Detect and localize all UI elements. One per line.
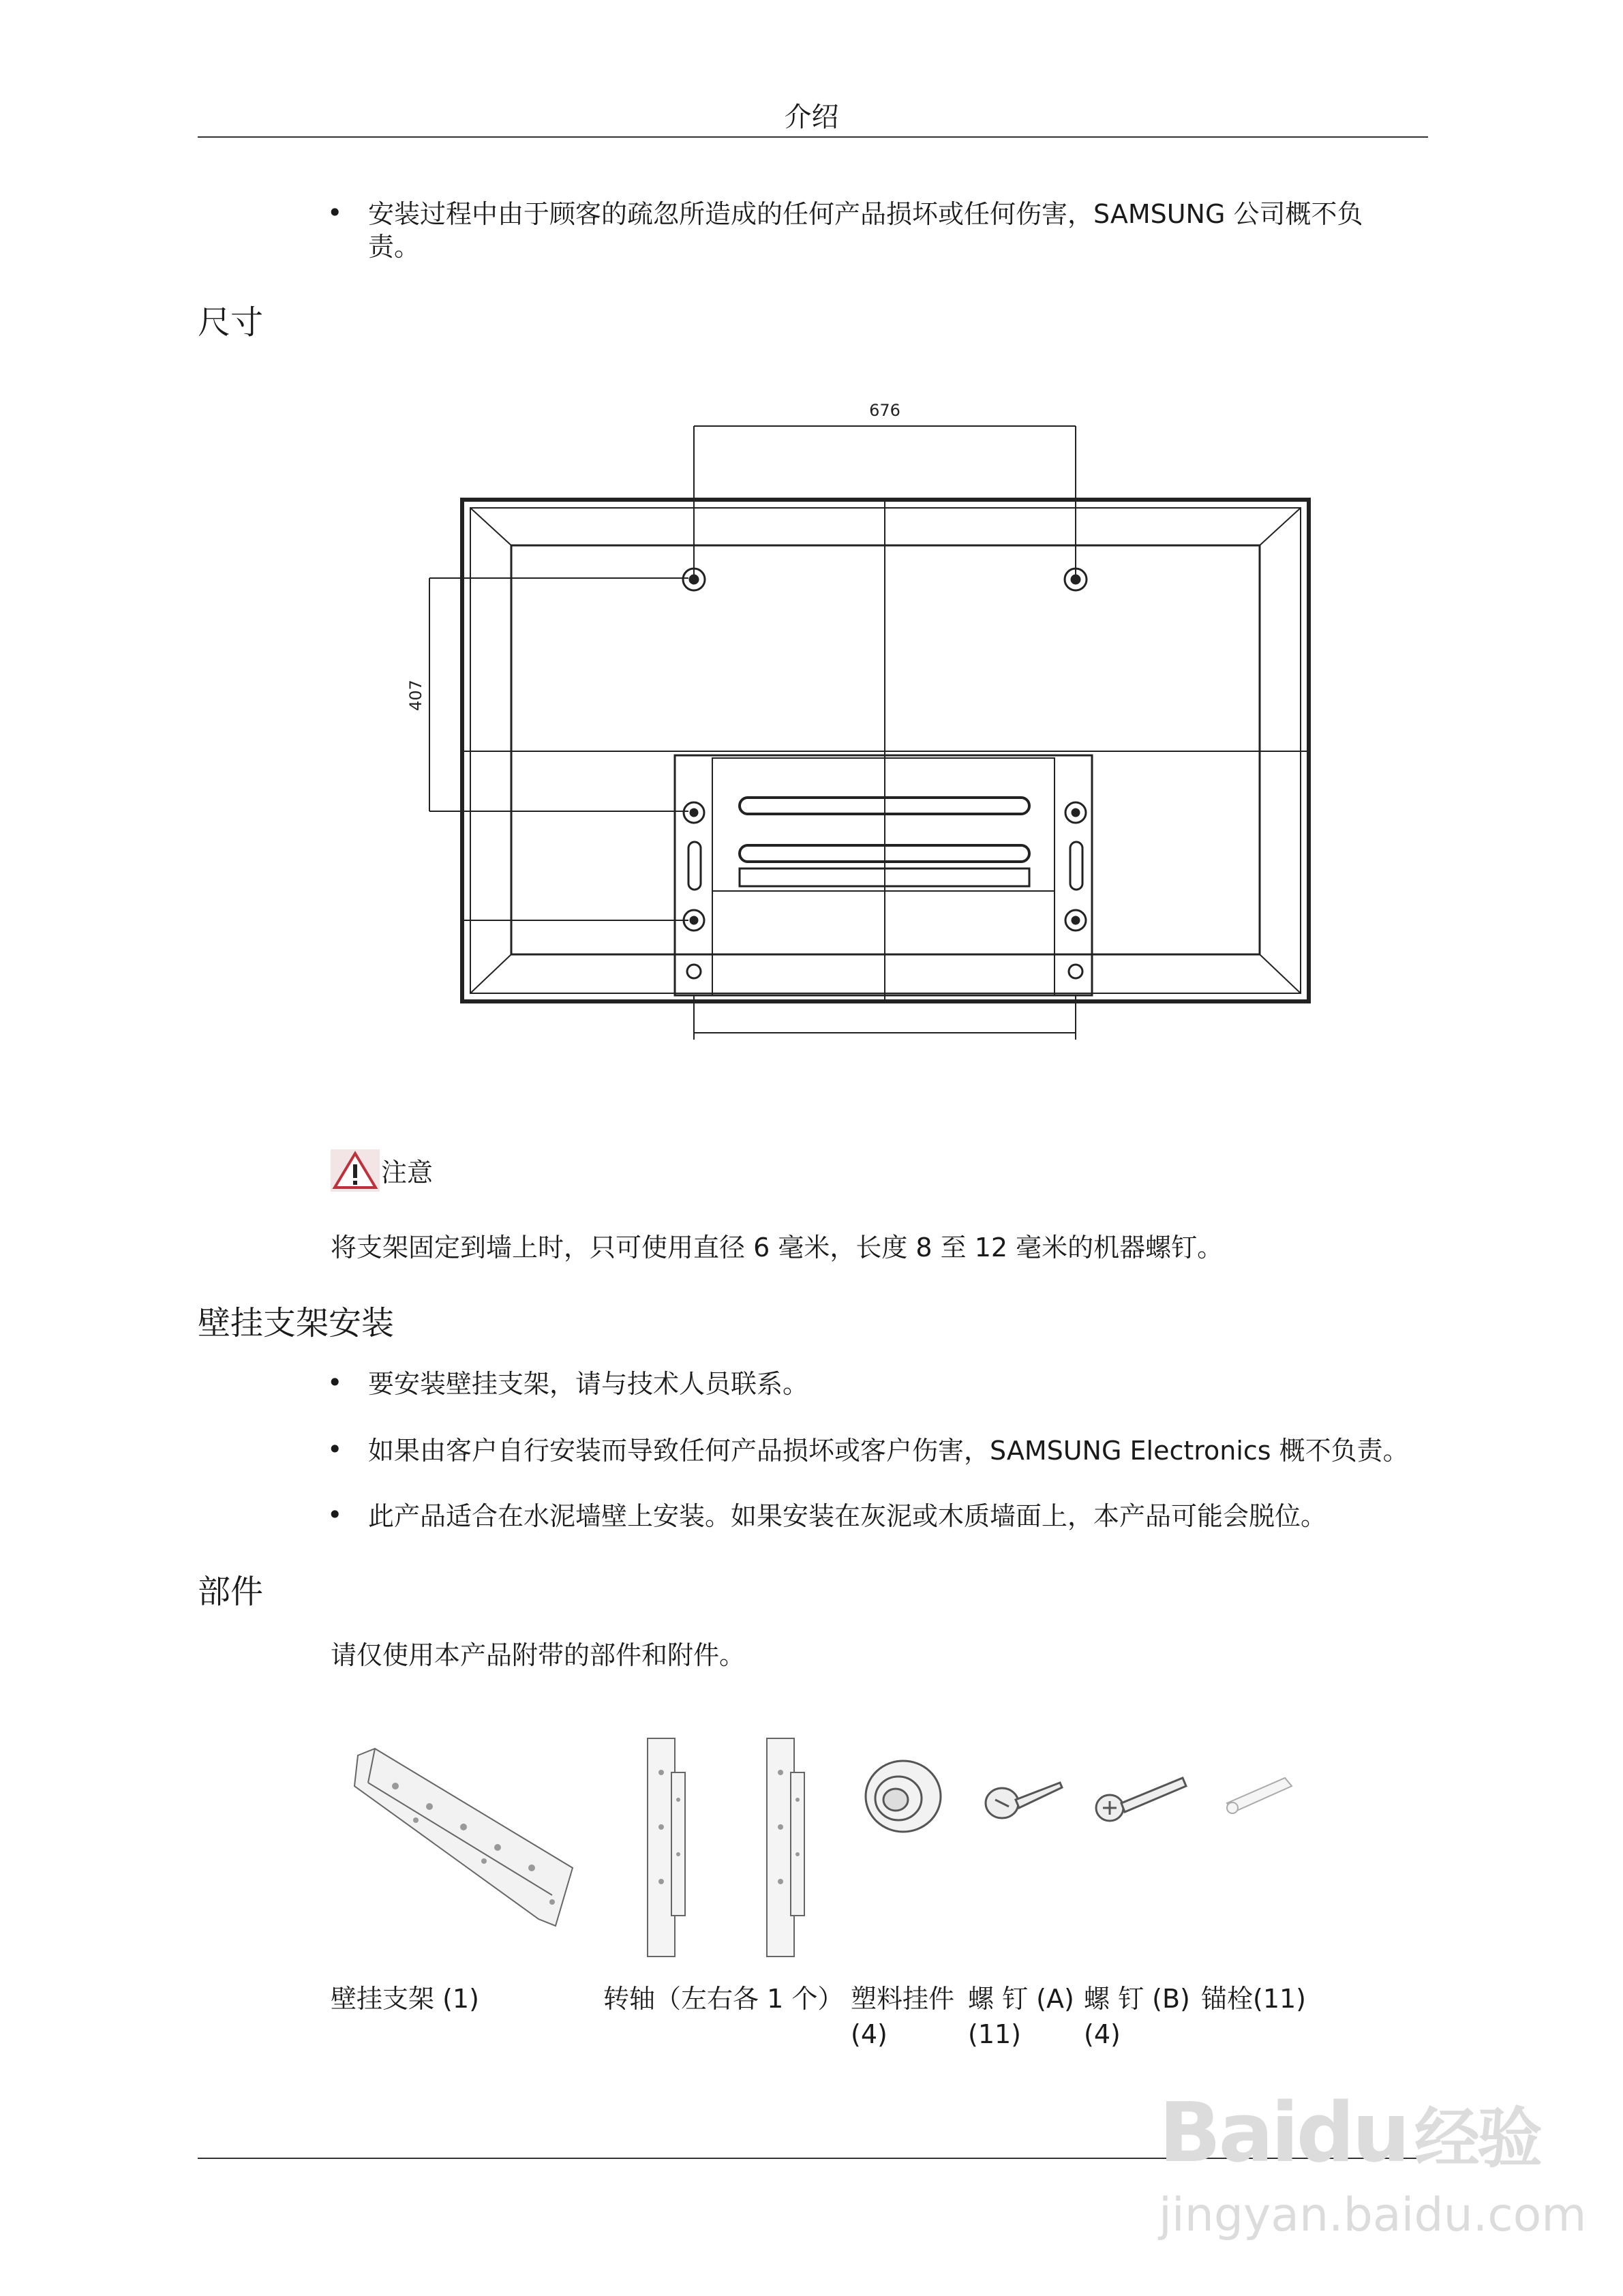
- wall-bracket-illustration: [348, 1745, 579, 1929]
- bullet-marker: •: [327, 1434, 343, 1464]
- screw-a-illustration: [982, 1766, 1070, 1834]
- hinge-right-illustration: [753, 1732, 815, 1963]
- parts-intro-text: 请仅使用本产品附带的部件和附件。: [331, 1640, 746, 1670]
- section-title-dimensions: 尺寸: [198, 303, 264, 342]
- hinge-left-illustration: [634, 1732, 695, 1963]
- part-label-wall-bracket: 壁挂支架 (1): [331, 1984, 479, 2014]
- tv-rear-dimension-diagram: [402, 395, 1316, 1063]
- page-header-title: 介绍: [784, 102, 839, 133]
- watermark-logo: Baidu 经验: [1159, 2086, 1540, 2181]
- bullet-marker: •: [327, 1368, 343, 1398]
- anchor-illustration: [1220, 1766, 1302, 1827]
- plastic-hanger-illustration: [859, 1752, 947, 1841]
- note-text: 将支架固定到墙上时，只可使用直径 6 毫米，长度 8 至 12 毫米的机器螺钉。: [331, 1233, 1224, 1263]
- screw-b-illustration: [1091, 1766, 1193, 1834]
- wall-mount-bullet-3: 此产品适合在水泥墙壁上安装。如果安装在灰泥或木质墙面上，本产品可能会脱位。: [368, 1501, 1327, 1531]
- dimension-label-407: 407: [406, 680, 425, 711]
- watermark-url: jingyan.baidu.com: [1159, 2188, 1587, 2242]
- section-title-wall-mount: 壁挂支架安装: [198, 1304, 395, 1342]
- header-divider: [198, 136, 1428, 138]
- note-heading: [331, 1149, 433, 1192]
- dimension-label-676: 676: [869, 401, 900, 420]
- warning-icon: [331, 1149, 380, 1192]
- part-label-hinge: 转轴（左右各 1 个）: [603, 1984, 844, 2014]
- intro-bullet-line-1: 安装过程中由于顾客的疏忽所造成的任何产品损坏或任何伤害，SAMSUNG 公司概不负: [368, 199, 1363, 229]
- intro-bullet-text: [368, 198, 1431, 263]
- note-label: 注意: [381, 1158, 434, 1188]
- bullet-marker: •: [327, 1500, 343, 1530]
- part-label-plastic-hanger: 塑料挂件 (4): [851, 1984, 955, 2049]
- part-label-screw-b: 螺 钉 (B) (4): [1084, 1984, 1190, 2049]
- section-title-parts: 部件: [198, 1573, 264, 1611]
- part-label-anchor: 锚栓(11): [1201, 1984, 1307, 2014]
- wall-mount-bullet-1: 要安装壁挂支架，请与技术人员联系。: [368, 1369, 809, 1399]
- wall-mount-bullet-2: 如果由客户自行安装而导致任何产品损坏或客户伤害，SAMSUNG Electronics 概不负责。: [368, 1436, 1409, 1466]
- intro-bullet-line-2: 责。: [368, 232, 421, 262]
- part-label-screw-a: 螺 钉 (A) (11): [968, 1984, 1074, 2049]
- bullet-marker: •: [327, 198, 343, 228]
